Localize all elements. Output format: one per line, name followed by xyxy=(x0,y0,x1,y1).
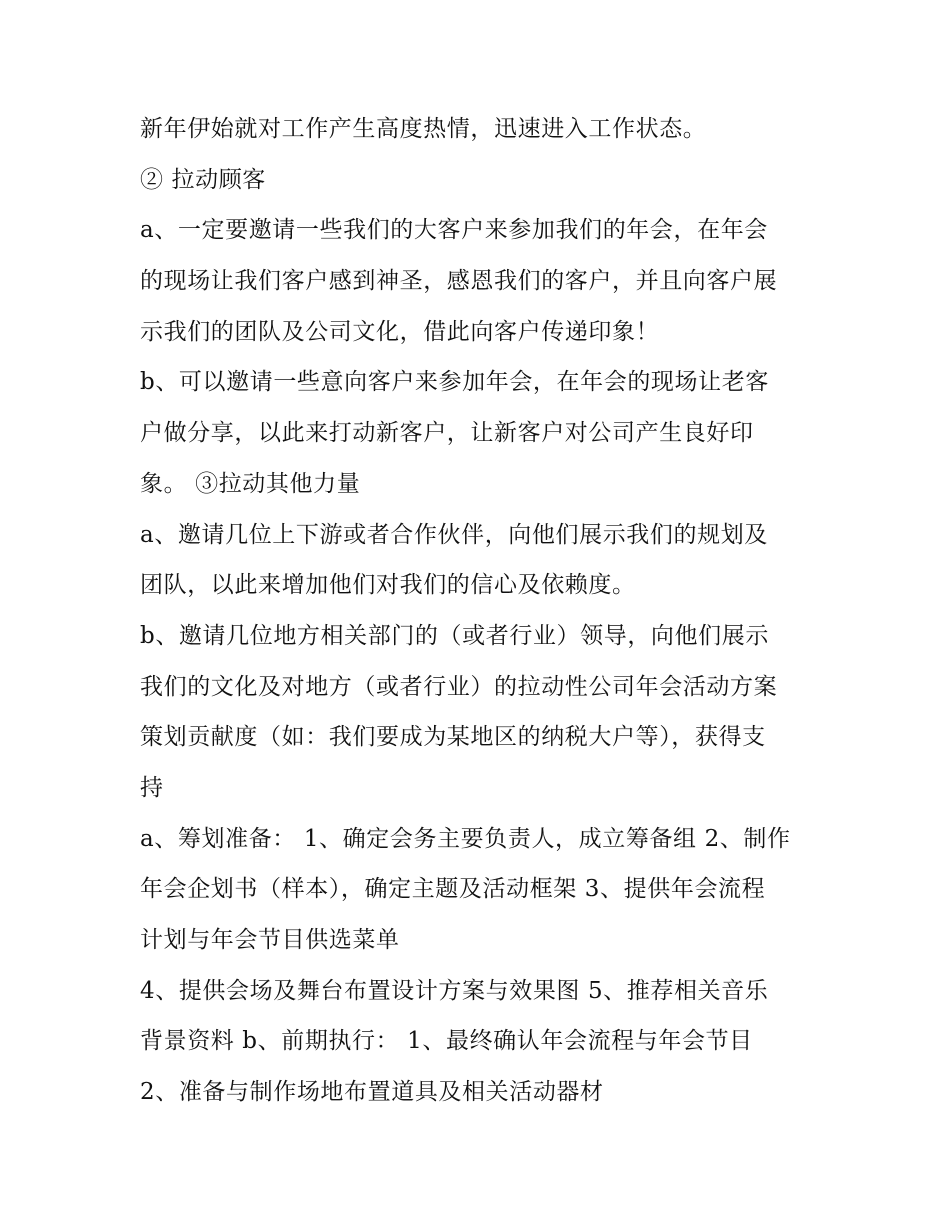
text-line: 象。 ③拉动其他力量 xyxy=(140,470,361,497)
text-line: 新年伊始就对工作产生高度热情，迅速进入工作状态。 xyxy=(140,116,707,142)
text-line: 背景资料 b、前期执行： 1、最终确认年会流程与年会节目 xyxy=(140,1028,753,1055)
text-line: 计划与年会节目供选菜单 xyxy=(140,927,400,953)
body-text xyxy=(140,104,820,1118)
text-line: 2、准备与制作场地布置道具及相关活动器材 xyxy=(140,1079,604,1106)
text-line: 策划贡献度（如：我们要成为某地区的纳税大户等），获得支 xyxy=(140,724,766,751)
text-line: 年会企划书（样本），确定主题及活动框架 3、提供年会流程 xyxy=(140,876,766,903)
text-line: b、邀请几位地方相关部门的（或者行业）领导，向他们展示 xyxy=(140,622,769,649)
text-line: 户做分享，以此来打动新客户，让新客户对公司产生良好印 xyxy=(140,420,754,447)
text-line: 4、提供会场及舞台布置设计方案与效果图 5、推荐相关音乐 xyxy=(140,977,769,1004)
text-line: a、筹划准备： 1、确定会务主要负责人，成立筹备组 2、制作 xyxy=(140,825,791,852)
text-line: 我们的文化及对地方（或者行业）的拉动性公司年会活动方案 xyxy=(140,673,778,700)
text-line: 持 xyxy=(140,774,164,801)
text-line: a、邀请几位上下游或者合作伙伴，向他们展示我们的规划及 xyxy=(140,521,768,548)
text-line: 的现场让我们客户感到神圣，感恩我们的客户，并且向客户展 xyxy=(140,268,778,295)
section-heading: ② 拉动顾客 xyxy=(140,166,266,193)
text-line: 示我们的团队及公司文化，借此向客户传递印象！ xyxy=(140,318,660,345)
text-line: 团队，以此来增加他们对我们的信心及依赖度。 xyxy=(140,572,636,599)
text-line: a、一定要邀请一些我们的大客户来参加我们的年会，在年会 xyxy=(140,217,768,244)
text-line: b、可以邀请一些意向客户来参加年会，在年会的现场让老客 xyxy=(140,369,769,396)
